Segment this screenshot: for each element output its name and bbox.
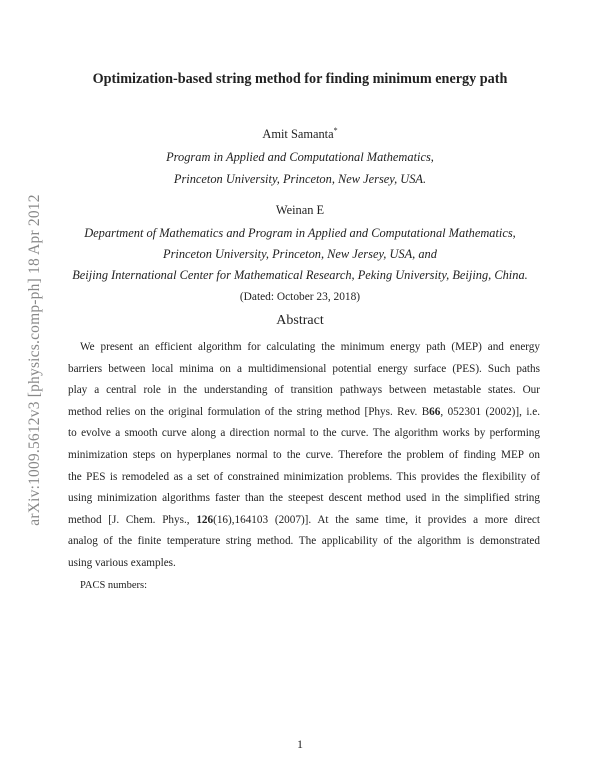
abstract-line: using various examples. (68, 556, 176, 569)
abstract-line: the PES is remodeled as a set of constrained minimization problems. This provides the flexibility of (68, 470, 540, 483)
abstract-line: using minimization algorithms faster than the steepest descent method used in the simplified string (68, 492, 540, 505)
author2-affiliation-line2: Princeton University, Princeton, New Jersey, USA, and (163, 247, 437, 261)
abstract-line-text: method [J. Chem. Phys., (68, 513, 190, 526)
author1-affiliation-line1: Program in Applied and Computational Mathematics, (166, 150, 434, 164)
abstract-line (68, 402, 540, 424)
author1-name: Amit Samanta (262, 127, 334, 142)
date-line: (Dated: October 23, 2018) (239, 291, 361, 303)
abstract-line: to evolve a smooth curve along a direction normal to the curve. The algorithm works by performing (68, 427, 540, 440)
abstract-line: analog of the finite temperature string method. The applicability of the algorithm is demonstrated (68, 535, 540, 548)
author1-affiliation-line2: Princeton University, Princeton, New Jersey, USA. (173, 172, 427, 186)
volume-number: 126 (196, 513, 214, 526)
abstract-line-text: method relies on the original formulation of the string method [Phys. Rev. B (68, 405, 430, 418)
abstract-line: play a central role in the understanding of transition pathways between metastable states. Our (68, 384, 540, 397)
abstract-line: We present an efficient algorithm for calculating the minimum energy path (MEP) and energy (80, 341, 540, 353)
abstract-body (68, 337, 540, 575)
abstract-heading: Abstract (276, 313, 324, 328)
author2-affiliation-line1: Department of Mathematics and Program in Applied and Computational Mathematics, (84, 226, 516, 240)
author2-name: Weinan E (275, 203, 325, 217)
abstract-line: minimization steps on hyperplanes normal to the curve. Therefore the problem of finding MEP on (68, 448, 540, 461)
author1 (40, 126, 560, 142)
arxiv-id-text: arXiv:1009.5612v3 [physics.comp-ph] 18 Apr 2012 (26, 194, 43, 526)
volume-number: 66 (429, 405, 441, 418)
page-number: 1 (297, 737, 303, 751)
paper-title: Optimization-based string method for finding minimum energy path (92, 71, 508, 87)
abstract-line-text: , 052301 (2002)], i.e. (440, 405, 540, 418)
abstract-line-text: (16),164103 (2007)]. At the same time, it provides a more direct (213, 513, 540, 526)
author1-footnote-mark: * (333, 126, 338, 135)
abstract-line (68, 510, 540, 532)
author2-affiliation-line3: Beijing International Center for Mathematical Research, Peking University, Beijing, China. (72, 268, 528, 282)
abstract-line: barriers between local minima on a multidimensional potential energy surface (PES). Such paths (68, 362, 540, 375)
pacs-numbers: PACS numbers: (80, 580, 148, 591)
